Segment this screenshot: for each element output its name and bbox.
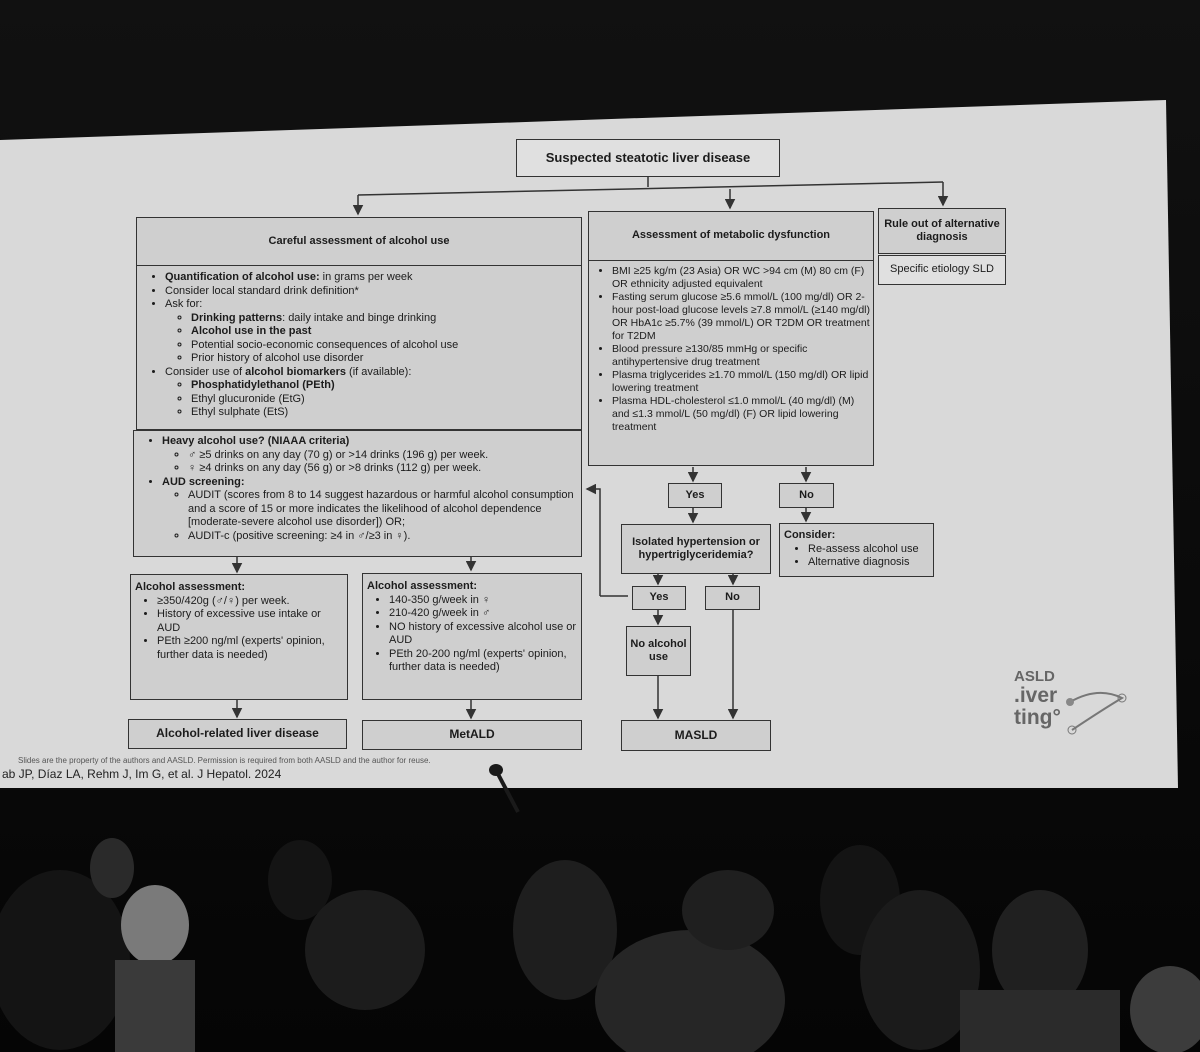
list-item: • Quantification of alcohol use: in grams per week	[165, 271, 577, 285]
citation: ab JP, Díaz LA, Rehm J, Im G, et al. J Hepatol. 2024	[2, 767, 282, 781]
no-alcohol-use-box	[626, 626, 691, 676]
audience-silhouettes	[0, 820, 1200, 1052]
no-label: No	[799, 488, 814, 501]
alcohol-assessment-details	[136, 265, 582, 430]
yes-label: Yes	[649, 591, 669, 604]
list-item: • Consider local standard drink definition*	[165, 285, 577, 299]
list-item: • Consider use of alcohol biomarkers (if available): ◦ Phosphatidylethanol (PEth) ◦ Ethyl glucuronide (EtG) ◦ Ethyl sulphate (EtS)	[165, 366, 577, 420]
list-item: • Plasma HDL-cholesterol ≤1.0 mmol/L (40 mg/dl) (M) and ≤1.3 mmol/L (50 mg/dl) (F) OR lipid lowering treatment	[612, 395, 870, 434]
slide-disclaimer: Slides are the property of the authors and AASLD. Permission is required from both AASLD and the author for reuse.	[18, 756, 431, 765]
list-item: • 210-420 g/week in ♂	[389, 607, 577, 621]
list-item: • NO history of excessive alcohol use or AUD	[389, 621, 577, 648]
masld-outcome-label: MASLD	[674, 727, 718, 742]
list-item: ◦ Ethyl glucuronide (EtG)	[191, 393, 577, 407]
no-label: No	[725, 591, 740, 604]
metabolic-criteria-box	[588, 260, 874, 466]
consider-box	[779, 523, 934, 577]
microphone-icon	[484, 760, 524, 816]
list-item: • Plasma triglycerides ≥1.70 mmol/L (150 mg/dl) OR lipid lowering treatment	[612, 369, 870, 395]
list-item: • BMI ≥25 kg/m (23 Asia) OR WC >94 cm (M) 80 cm (F) OR ethnicity adjusted equivalent	[612, 265, 870, 291]
rule-out-label: Rule out of alternative diagnosis	[884, 217, 1000, 243]
list-item: • Re-assess alcohol use	[808, 543, 929, 557]
ald-outcome-box	[128, 719, 347, 749]
metabolic-header-label: Assessment of metabolic dysfunction	[631, 229, 831, 242]
metald-assessment-header: Alcohol assessment:	[367, 580, 478, 592]
ald-outcome-label: Alcohol-related liver disease	[156, 726, 319, 741]
list-item: • PEth ≥200 ng/ml (experts' opinion, further data is needed)	[157, 635, 343, 662]
metald-alcohol-assessment-box	[362, 573, 582, 700]
list-item: • Heavy alcohol use? (NIAAA criteria) ◦ ♂ ≥5 drinks on any day (70 g) or >14 drinks (196 g) per week. ◦ ♀ ≥4 drinks on any day (56 g) or >8 drinks (112 g) per week.	[162, 435, 577, 476]
list-item: ◦ Prior history of alcohol use disorder	[191, 352, 577, 366]
list-item: ◦ Potential socio-economic consequences of alcohol use	[191, 339, 577, 353]
metabolic-assessment-header	[588, 211, 874, 261]
list-item: • AUD screening: ◦ AUDIT (scores from 8 to 14 suggest hazardous or harmful alcohol consumption and a score of 15 or more indicates the likelihood of alcohol dependence [moderate-severe alcohol use disorder]) OR; ◦ AUDIT-c (positive screening: ≥4 in ♂/≥3 in ♀).	[162, 476, 577, 544]
masld-outcome-box	[621, 720, 771, 751]
list-item: • Alternative diagnosis	[808, 556, 929, 570]
list-item: • 140-350 g/week in ♀	[389, 594, 577, 608]
logo-line: ting°	[1014, 706, 1061, 729]
ald-assessment-header: Alcohol assessment:	[135, 581, 246, 593]
list-item: • Ask for: ◦ Drinking patterns: daily intake and binge drinking ◦ Alcohol use in the past ◦ Potential socio-economic consequences of alcohol use ◦ Prior history of alcohol use disorder	[165, 298, 577, 366]
no-alcohol-label: No alcohol use	[630, 637, 687, 663]
alcohol-assessment-header	[136, 217, 582, 267]
specific-etiology-box	[878, 255, 1006, 285]
list-item: ◦ AUDIT (scores from 8 to 14 suggest hazardous or harmful alcohol consumption and a score of 15 or more indicates the likelihood of alcohol dependence [moderate-severe alcohol use disorder]) OR;	[188, 489, 577, 530]
logo-line: ASLD	[1014, 668, 1055, 685]
suspected-sld-box	[516, 139, 780, 177]
list-item: • History of excessive use intake or AUD	[157, 608, 343, 635]
isolated-label: Isolated hypertension or hypertriglyceridemia?	[632, 535, 760, 561]
list-item: • ≥350/420g (♂/♀) per week.	[157, 595, 343, 609]
suspected-sld-title: Suspected steatotic liver disease	[545, 150, 751, 166]
metald-outcome-label: MetALD	[449, 727, 495, 742]
no-box-isolated	[705, 586, 760, 610]
heavy-use-screening-box	[133, 430, 582, 557]
list-item: ◦ Drinking patterns: daily intake and binge drinking	[191, 312, 577, 326]
yes-label: Yes	[685, 488, 705, 501]
logo-line: .iver	[1014, 684, 1058, 707]
list-item: ◦ AUDIT-c (positive screening: ≥4 in ♂/≥3 in ♀).	[188, 530, 577, 544]
isolated-hypertension-box	[621, 524, 771, 574]
alcohol-header-label: Careful assessment of alcohol use	[268, 235, 450, 248]
list-item: ◦ Alcohol use in the past	[191, 325, 577, 339]
list-item: • Fasting serum glucose ≥5.6 mmol/L (100 mg/dl) OR 2-hour post-load glucose levels ≥7.8 mmol/L (≥140 mg/dl) OR HbA1c ≥5.7% (39 mmol/L) OR T2DM OR treatment for T2DM	[612, 291, 870, 343]
list-item: ◦ ♂ ≥5 drinks on any day (70 g) or >14 drinks (196 g) per week.	[188, 449, 577, 463]
list-item: • Blood pressure ≥130/85 mmHg or specific antihypertensive drug treatment	[612, 343, 870, 369]
specific-etiology-label: Specific etiology SLD	[890, 263, 994, 276]
list-item: ◦ Phosphatidylethanol (PEth)	[191, 379, 577, 393]
aasld-logo	[1014, 668, 1061, 729]
metald-outcome-box	[362, 720, 582, 750]
list-item: • PEth 20-200 ng/ml (experts' opinion, further data is needed)	[389, 648, 577, 675]
consider-label: Consider:	[784, 529, 836, 541]
rule-out-header	[878, 208, 1006, 254]
list-item: ◦ Ethyl sulphate (EtS)	[191, 406, 577, 420]
logo-mark-icon	[1062, 688, 1128, 738]
list-item: ◦ ♀ ≥4 drinks on any day (56 g) or >8 drinks (112 g) per week.	[188, 462, 577, 476]
yes-box-metabolic	[668, 483, 722, 508]
yes-box-isolated	[632, 586, 686, 610]
no-box-metabolic	[779, 483, 834, 508]
ald-alcohol-assessment-box	[130, 574, 348, 700]
